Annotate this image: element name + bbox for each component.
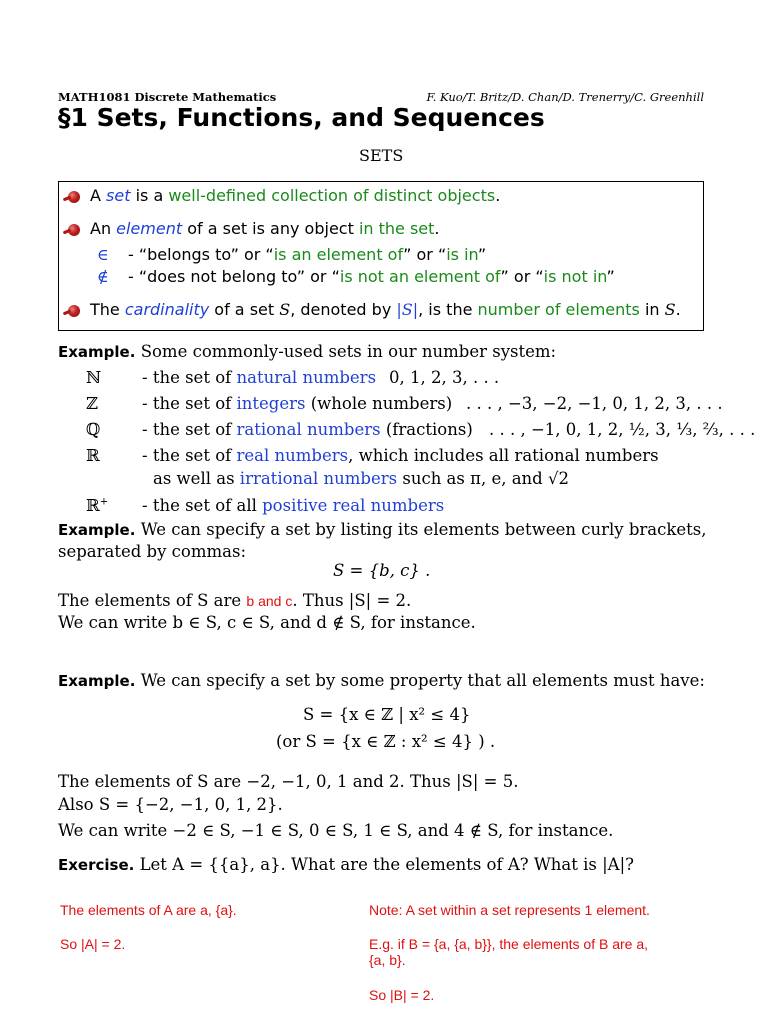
real-symbol: ℝ bbox=[86, 446, 100, 465]
definition-element: An element of a set is any object in the set. bbox=[90, 219, 440, 238]
bullet-icon bbox=[68, 305, 80, 317]
not-element-of-meaning: - “does not belong to” or “is not an element of” or “is not in” bbox=[128, 267, 615, 286]
natural-symbol: ℕ bbox=[86, 368, 102, 387]
definition-cardinality: The cardinality of a set S, denoted by |S|, is the number of elements in S. bbox=[90, 300, 681, 319]
exercise: Exercise. Let A = {{a}, a}. What are the elements of A? What is |A|? bbox=[58, 855, 634, 874]
example-property: Example. We can specify a set by some property that all elements must have: bbox=[58, 671, 705, 690]
bullet-icon bbox=[68, 224, 80, 236]
rational-values: . . . , −1, 0, 1, 2, ½, 3, ⅓, ⅔, . . . bbox=[489, 420, 756, 439]
equation-set-builder: S = {x ∈ ℤ | x² ≤ 4} bbox=[303, 705, 471, 724]
rational-desc: - the set of rational numbers (fractions) bbox=[142, 420, 473, 439]
example-listing: Example. We can specify a set by listing its elements between curly brackets, bbox=[58, 520, 707, 539]
equation-s-bc: S = {b, c} . bbox=[333, 561, 431, 580]
real-desc: - the set of real numbers, which includes all rational numbers bbox=[142, 446, 659, 465]
elements-of-s-line: The elements of S are b and c. Thus |S| = 2. bbox=[58, 591, 412, 610]
not-element-of-symbol: ∉ bbox=[97, 267, 109, 286]
natural-values: 0, 1, 2, 3, . . . bbox=[389, 368, 500, 387]
element-of-meaning: - “belongs to” or “is an element of” or “is in” bbox=[128, 245, 487, 264]
authors: F. Kuo/T. Britz/D. Chan/D. Trenerry/C. Greenhill bbox=[426, 90, 704, 104]
note-example-b-cont: {a, b}. bbox=[369, 952, 406, 968]
example-listing-cont: separated by commas: bbox=[58, 542, 247, 561]
natural-desc: - the set of natural numbers bbox=[142, 368, 377, 387]
integer-symbol: ℤ bbox=[86, 394, 99, 413]
section-subtitle: SETS bbox=[359, 146, 404, 165]
example-number-sets: Example. Some commonly-used sets in our number system: bbox=[58, 342, 557, 361]
note-cardinality-a: So |A| = 2. bbox=[60, 936, 126, 952]
note-cardinality-b: So |B| = 2. bbox=[369, 987, 435, 1003]
also-line: Also S = {−2, −1, 0, 1, 2}. bbox=[58, 795, 283, 814]
real-desc-continued: as well as irrational numbers such as π, e, and √2 bbox=[153, 469, 569, 488]
annotation-b-and-c: b and c bbox=[246, 593, 293, 609]
write-line: We can write −2 ∈ S, −1 ∈ S, 0 ∈ S, 1 ∈ S, and 4 ∉ S, for instance. bbox=[58, 821, 614, 840]
note-elements-of-a: The elements of A are a, {a}. bbox=[60, 902, 237, 918]
equation-set-builder-alt: (or S = {x ∈ ℤ : x² ≤ 4} ) . bbox=[276, 732, 496, 751]
note-set-within-set: Note: A set within a set represents 1 element. bbox=[369, 902, 650, 918]
membership-line: We can write b ∈ S, c ∈ S, and d ∉ S, for instance. bbox=[58, 613, 476, 632]
elements-line: The elements of S are −2, −1, 0, 1 and 2. Thus |S| = 5. bbox=[58, 772, 519, 791]
section-title: §1 Sets, Functions, and Sequences bbox=[58, 103, 545, 132]
element-of-symbol: ∈ bbox=[97, 245, 109, 264]
bullet-icon bbox=[68, 191, 80, 203]
note-example-b: E.g. if B = {a, {a, b}}, the elements of B are a, bbox=[369, 936, 649, 952]
course-name: MATH1081 Discrete Mathematics bbox=[58, 90, 277, 104]
integer-values: . . . , −3, −2, −1, 0, 1, 2, 3, . . . bbox=[466, 394, 723, 413]
positive-real-symbol: ℝ+ bbox=[86, 496, 109, 515]
integer-desc: - the set of integers (whole numbers) bbox=[142, 394, 453, 413]
definition-set: A set is a well-defined collection of distinct objects. bbox=[90, 186, 501, 205]
rational-symbol: ℚ bbox=[86, 420, 101, 439]
positive-real-desc: - the set of all positive real numbers bbox=[142, 496, 445, 515]
